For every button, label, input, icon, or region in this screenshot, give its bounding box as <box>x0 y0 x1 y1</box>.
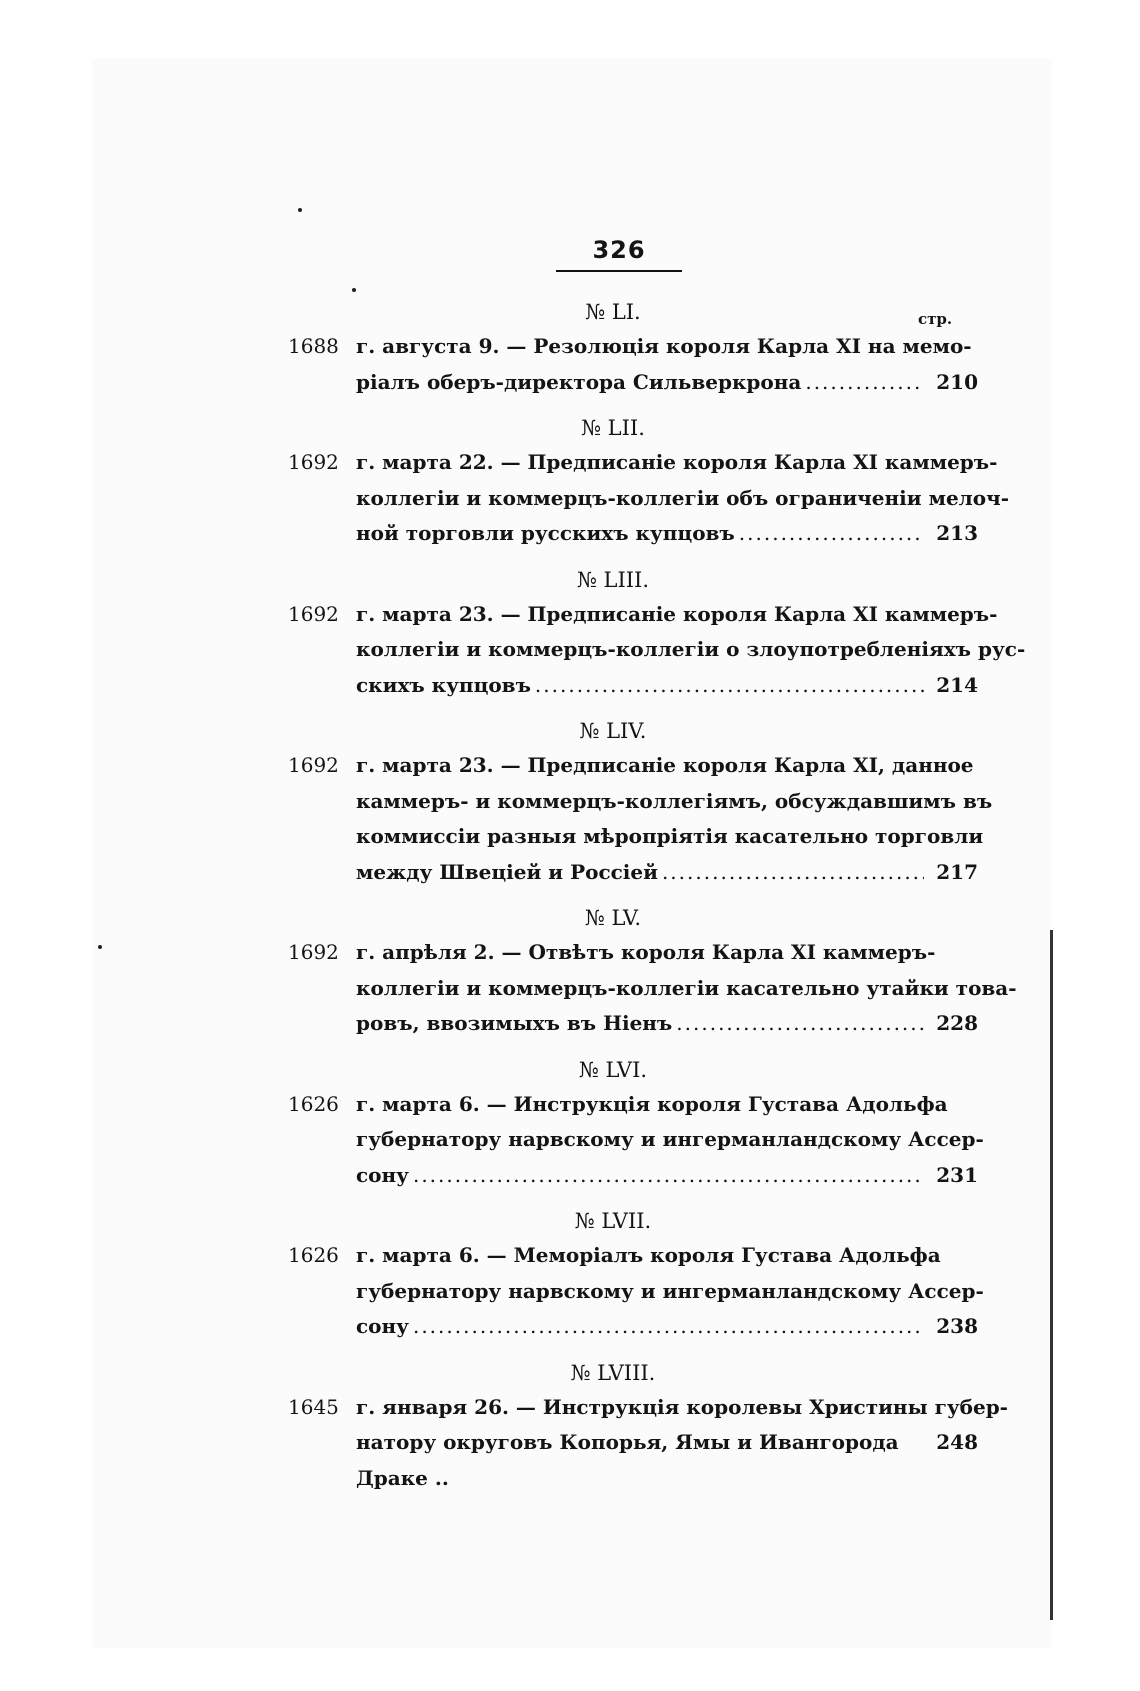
entry-line <box>288 329 978 365</box>
entry-line-text: коллегіи и коммерцъ-коллегіи объ ограниченіи мелоч- <box>356 485 1010 510</box>
entry-last-line <box>288 1158 978 1194</box>
entry-line <box>288 597 998 633</box>
entry-line-text: г. марта 23. — Предписаніе короля Карла XI, данное <box>356 753 974 777</box>
entry-last-line <box>288 1425 978 1496</box>
entry-body <box>288 597 1026 704</box>
entry-line-text: г. марта 22. — Предписаніе короля Карла XI каммеръ- <box>356 450 998 474</box>
toc-entry <box>288 901 1017 1042</box>
print-speck <box>98 945 102 949</box>
entry-page-number: 248 <box>936 1430 978 1454</box>
dot-leader <box>805 365 924 401</box>
entry-number: № LVII. <box>574 1209 652 1233</box>
margin-rule <box>1050 930 1053 1620</box>
entry-last-line <box>288 668 978 704</box>
entry-body <box>288 1390 1008 1497</box>
entry-page-number: 231 <box>936 1162 978 1187</box>
entry-line-text: коллегіи и коммерцъ-коллегіи касательно утайки това- <box>356 975 1017 1000</box>
page-column-label: стр. <box>918 310 953 328</box>
entry-page-number: 213 <box>936 521 978 545</box>
entry-line <box>288 1274 984 1310</box>
entry-line-text: ной торговли русскихъ купцовъ <box>356 521 735 545</box>
entry-body <box>288 445 1010 552</box>
entry-line-text: ровъ, ввозимыхъ въ Ніенъ <box>356 1011 673 1035</box>
entry-body <box>288 329 978 400</box>
entry-line <box>288 784 993 820</box>
entry-line-text: губернатору нарвскому и ингерманландскому Ассер- <box>356 1127 984 1151</box>
entry-page-number: 238 <box>936 1314 978 1338</box>
print-speck <box>298 208 302 212</box>
entry-page-number: 214 <box>936 672 978 697</box>
entry-line-text: сону <box>356 1314 409 1338</box>
entry-line-text: г. марта 6. — Инструкція короля Густава Адольфа <box>356 1091 948 1116</box>
entry-line <box>288 748 978 784</box>
print-speck <box>352 288 356 292</box>
entry-year: 1692 <box>288 940 339 964</box>
dot-leader <box>413 1158 924 1194</box>
toc-entry <box>288 1053 984 1194</box>
dot-leader <box>739 516 924 552</box>
entry-number: № LVIII. <box>570 1360 656 1385</box>
entry-line-text: ріалъ оберъ-директора Сильверкрона <box>356 369 802 394</box>
entry-year: 1688 <box>288 334 339 358</box>
entry-year: 1645 <box>288 1394 339 1419</box>
entry-body <box>288 1238 984 1345</box>
entry-page-number: 228 <box>936 1011 978 1035</box>
entry-line <box>288 481 1010 517</box>
entry-number: № LVI. <box>578 1057 648 1082</box>
entry-line <box>288 819 984 855</box>
entry-body <box>288 935 1017 1042</box>
entry-number: № LIII. <box>576 567 650 592</box>
entry-last-line <box>288 516 978 552</box>
entry-last-line <box>288 1006 978 1042</box>
entry-body <box>288 748 993 890</box>
toc-entry <box>288 411 1010 552</box>
toc-entry <box>288 1356 1008 1497</box>
entry-line <box>288 1390 1008 1426</box>
toc-entry <box>288 295 978 400</box>
entry-year: 1692 <box>288 753 339 777</box>
toc-entry <box>288 563 1026 704</box>
entry-last-line <box>288 855 978 891</box>
entry-line <box>288 1122 984 1158</box>
entry-year: 1692 <box>288 601 339 626</box>
entry-page-number: 217 <box>936 859 978 884</box>
entry-line-text: г. апрѣля 2. — Отвѣтъ короля Карла XI каммеръ- <box>356 940 936 964</box>
entry-line <box>288 1238 978 1274</box>
entry-number: № LI. <box>585 300 641 324</box>
entry-line-text: сону <box>356 1162 409 1187</box>
entry-number: № LV. <box>584 906 642 930</box>
entry-line-text: г. января 26. — Инструкція королевы Христины губер- <box>356 1394 1008 1419</box>
dot-leader <box>676 1006 924 1042</box>
entry-year: 1626 <box>288 1091 339 1116</box>
entry-line <box>288 632 1026 668</box>
entry-body <box>288 1087 984 1194</box>
entry-line <box>288 1087 978 1123</box>
entry-line <box>288 935 978 971</box>
entry-line <box>288 971 1017 1007</box>
dot-leader <box>535 668 924 704</box>
entry-last-line <box>288 1309 978 1345</box>
entry-line-text: г. марта 23. — Предписаніе короля Карла XI каммеръ- <box>356 601 998 626</box>
entry-line-text: натору округовъ Копорья, Ямы и Ивангорода Драке .. <box>356 1430 899 1490</box>
entry-number: № LII. <box>581 416 645 440</box>
entry-line-text: между Швеціей и Россіей <box>356 859 658 884</box>
toc-entry <box>288 1204 984 1345</box>
entry-line-text: скихъ купцовъ <box>356 672 531 697</box>
dot-leader <box>662 855 924 891</box>
header-rule <box>556 270 682 272</box>
entry-line-text: г. марта 6. — Меморіалъ короля Густава Адольфа <box>356 1243 941 1267</box>
entry-line-text: каммеръ- и коммерцъ-коллегіямъ, обсуждавшимъ въ <box>356 788 993 813</box>
entry-number: № LIV. <box>579 719 647 743</box>
entry-last-line <box>288 365 978 401</box>
entry-page-number: 210 <box>936 369 978 394</box>
entry-line-text: губернатору нарвскому и ингерманландскому Ассер- <box>356 1278 984 1303</box>
entry-year: 1692 <box>288 450 339 474</box>
toc-entry <box>288 714 993 890</box>
table-of-contents <box>288 295 1026 1507</box>
entry-line-text: г. августа 9. — Резолюція короля Карла XI на мемо- <box>356 334 972 358</box>
entry-line-text: коммиссіи разныя мѣропріятія касательно торговли <box>356 824 984 848</box>
entry-year: 1626 <box>288 1243 339 1267</box>
dot-leader <box>413 1309 924 1345</box>
entry-line-text: коллегіи и коммерцъ-коллегіи о злоупотребленіяхъ рус- <box>356 637 1026 661</box>
entry-line <box>288 445 998 481</box>
page-number: 326 <box>592 236 646 264</box>
